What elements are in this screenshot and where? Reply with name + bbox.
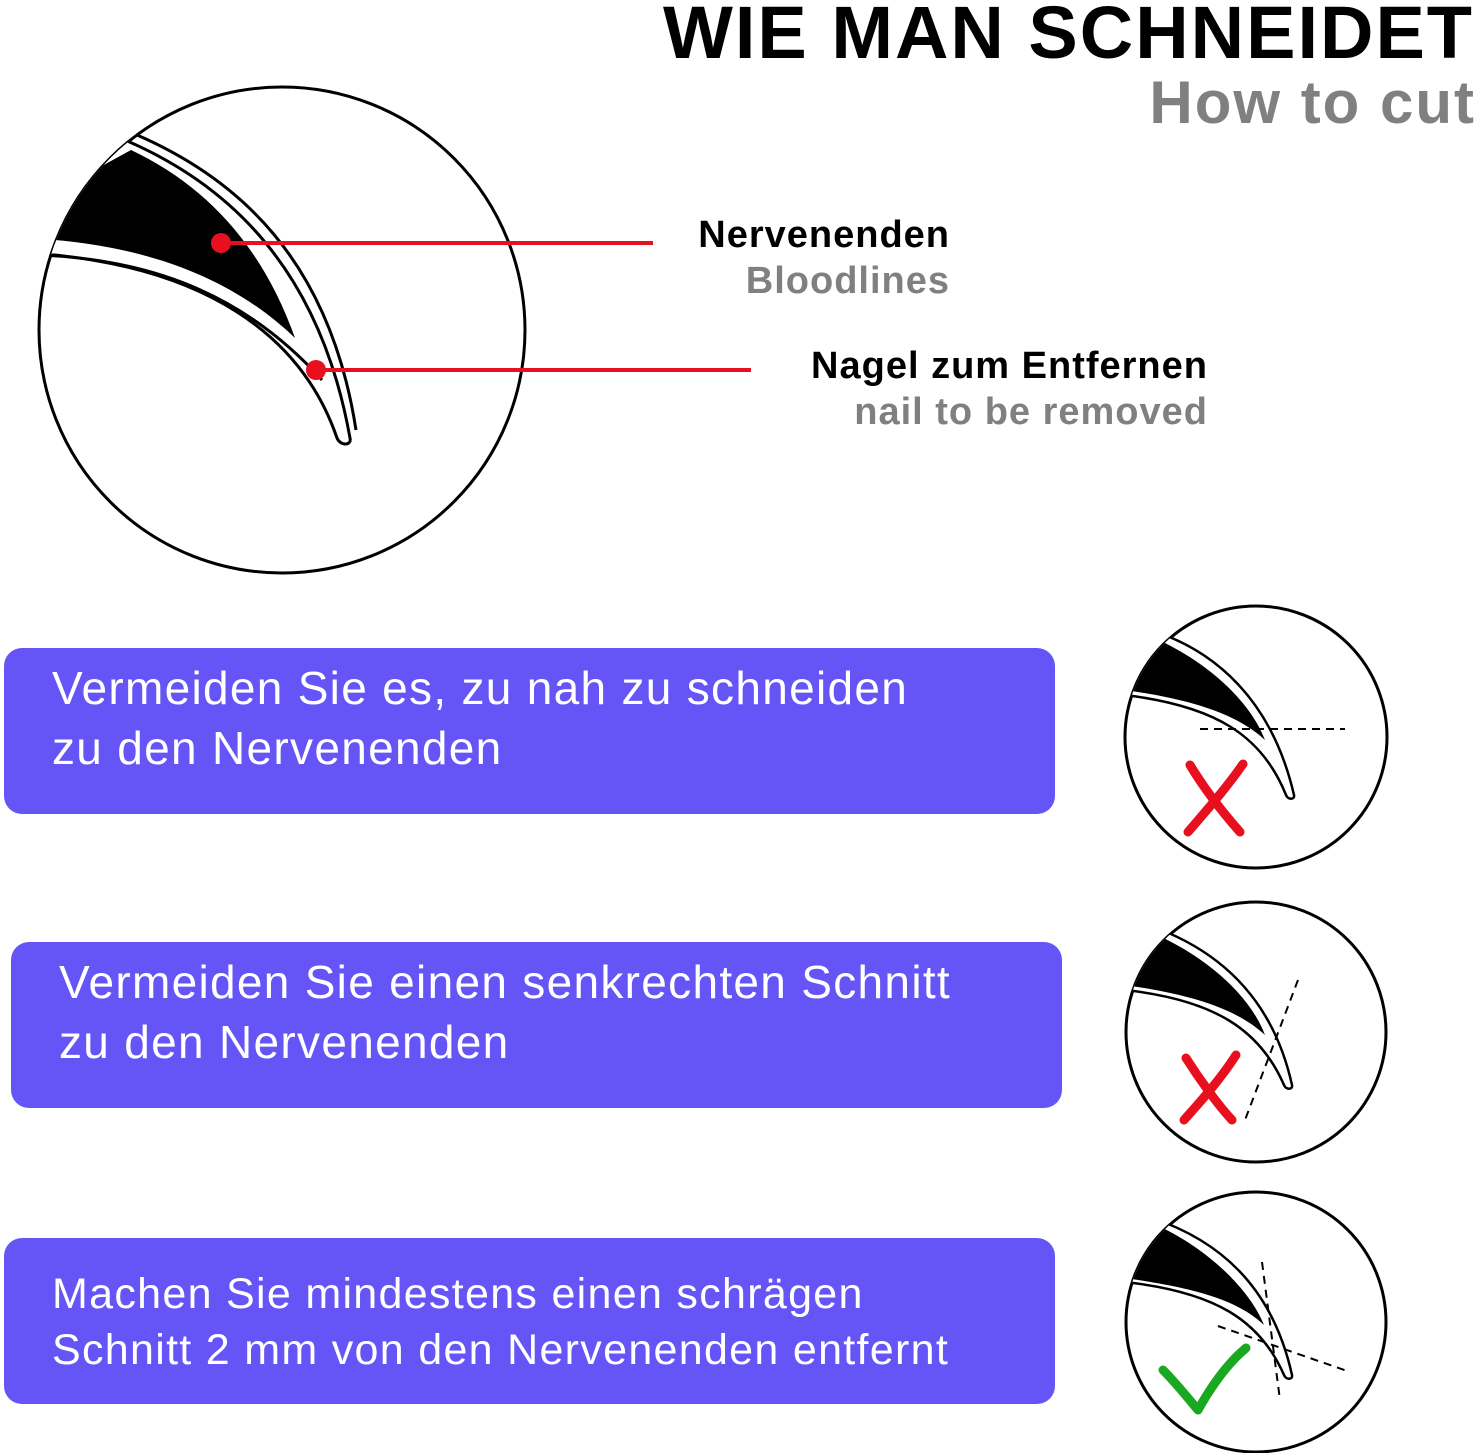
step-2-line-1: Vermeiden Sie einen senkrechten Schnitt bbox=[59, 956, 951, 1008]
main-claw-diagram bbox=[39, 87, 525, 573]
step-2-line-2: zu den Nervenenden bbox=[59, 1016, 510, 1068]
step-1-line-2: zu den Nervenenden bbox=[52, 722, 503, 774]
page-subtitle: How to cut bbox=[1149, 69, 1476, 136]
page-title: WIE MAN SCHNEIDET bbox=[663, 0, 1474, 74]
step-1-line-1: Vermeiden Sie es, zu nah zu schneiden bbox=[52, 662, 909, 714]
step-3-instruction bbox=[4, 1238, 1055, 1404]
label-bloodlines bbox=[698, 212, 950, 304]
label-nail-en: nail to be removed bbox=[854, 391, 1208, 433]
label-nail-de: Nagel zum Entfernen bbox=[811, 345, 1208, 387]
label-nail bbox=[811, 343, 1208, 435]
step-3-line-1: Machen Sie mindestens einen schrägen bbox=[52, 1270, 864, 1318]
label-bloodlines-en: Bloodlines bbox=[745, 260, 950, 302]
label-bloodlines-de: Nervenenden bbox=[698, 214, 950, 256]
step-1-instruction bbox=[4, 648, 1055, 814]
step-1-diagram bbox=[1125, 606, 1387, 868]
step-2-diagram bbox=[1125, 902, 1386, 1162]
step-3-line-2: Schnitt 2 mm von den Nervenenden entfernt bbox=[52, 1326, 950, 1374]
step-2-instruction bbox=[11, 942, 1062, 1108]
step-3-diagram bbox=[1125, 1192, 1386, 1452]
